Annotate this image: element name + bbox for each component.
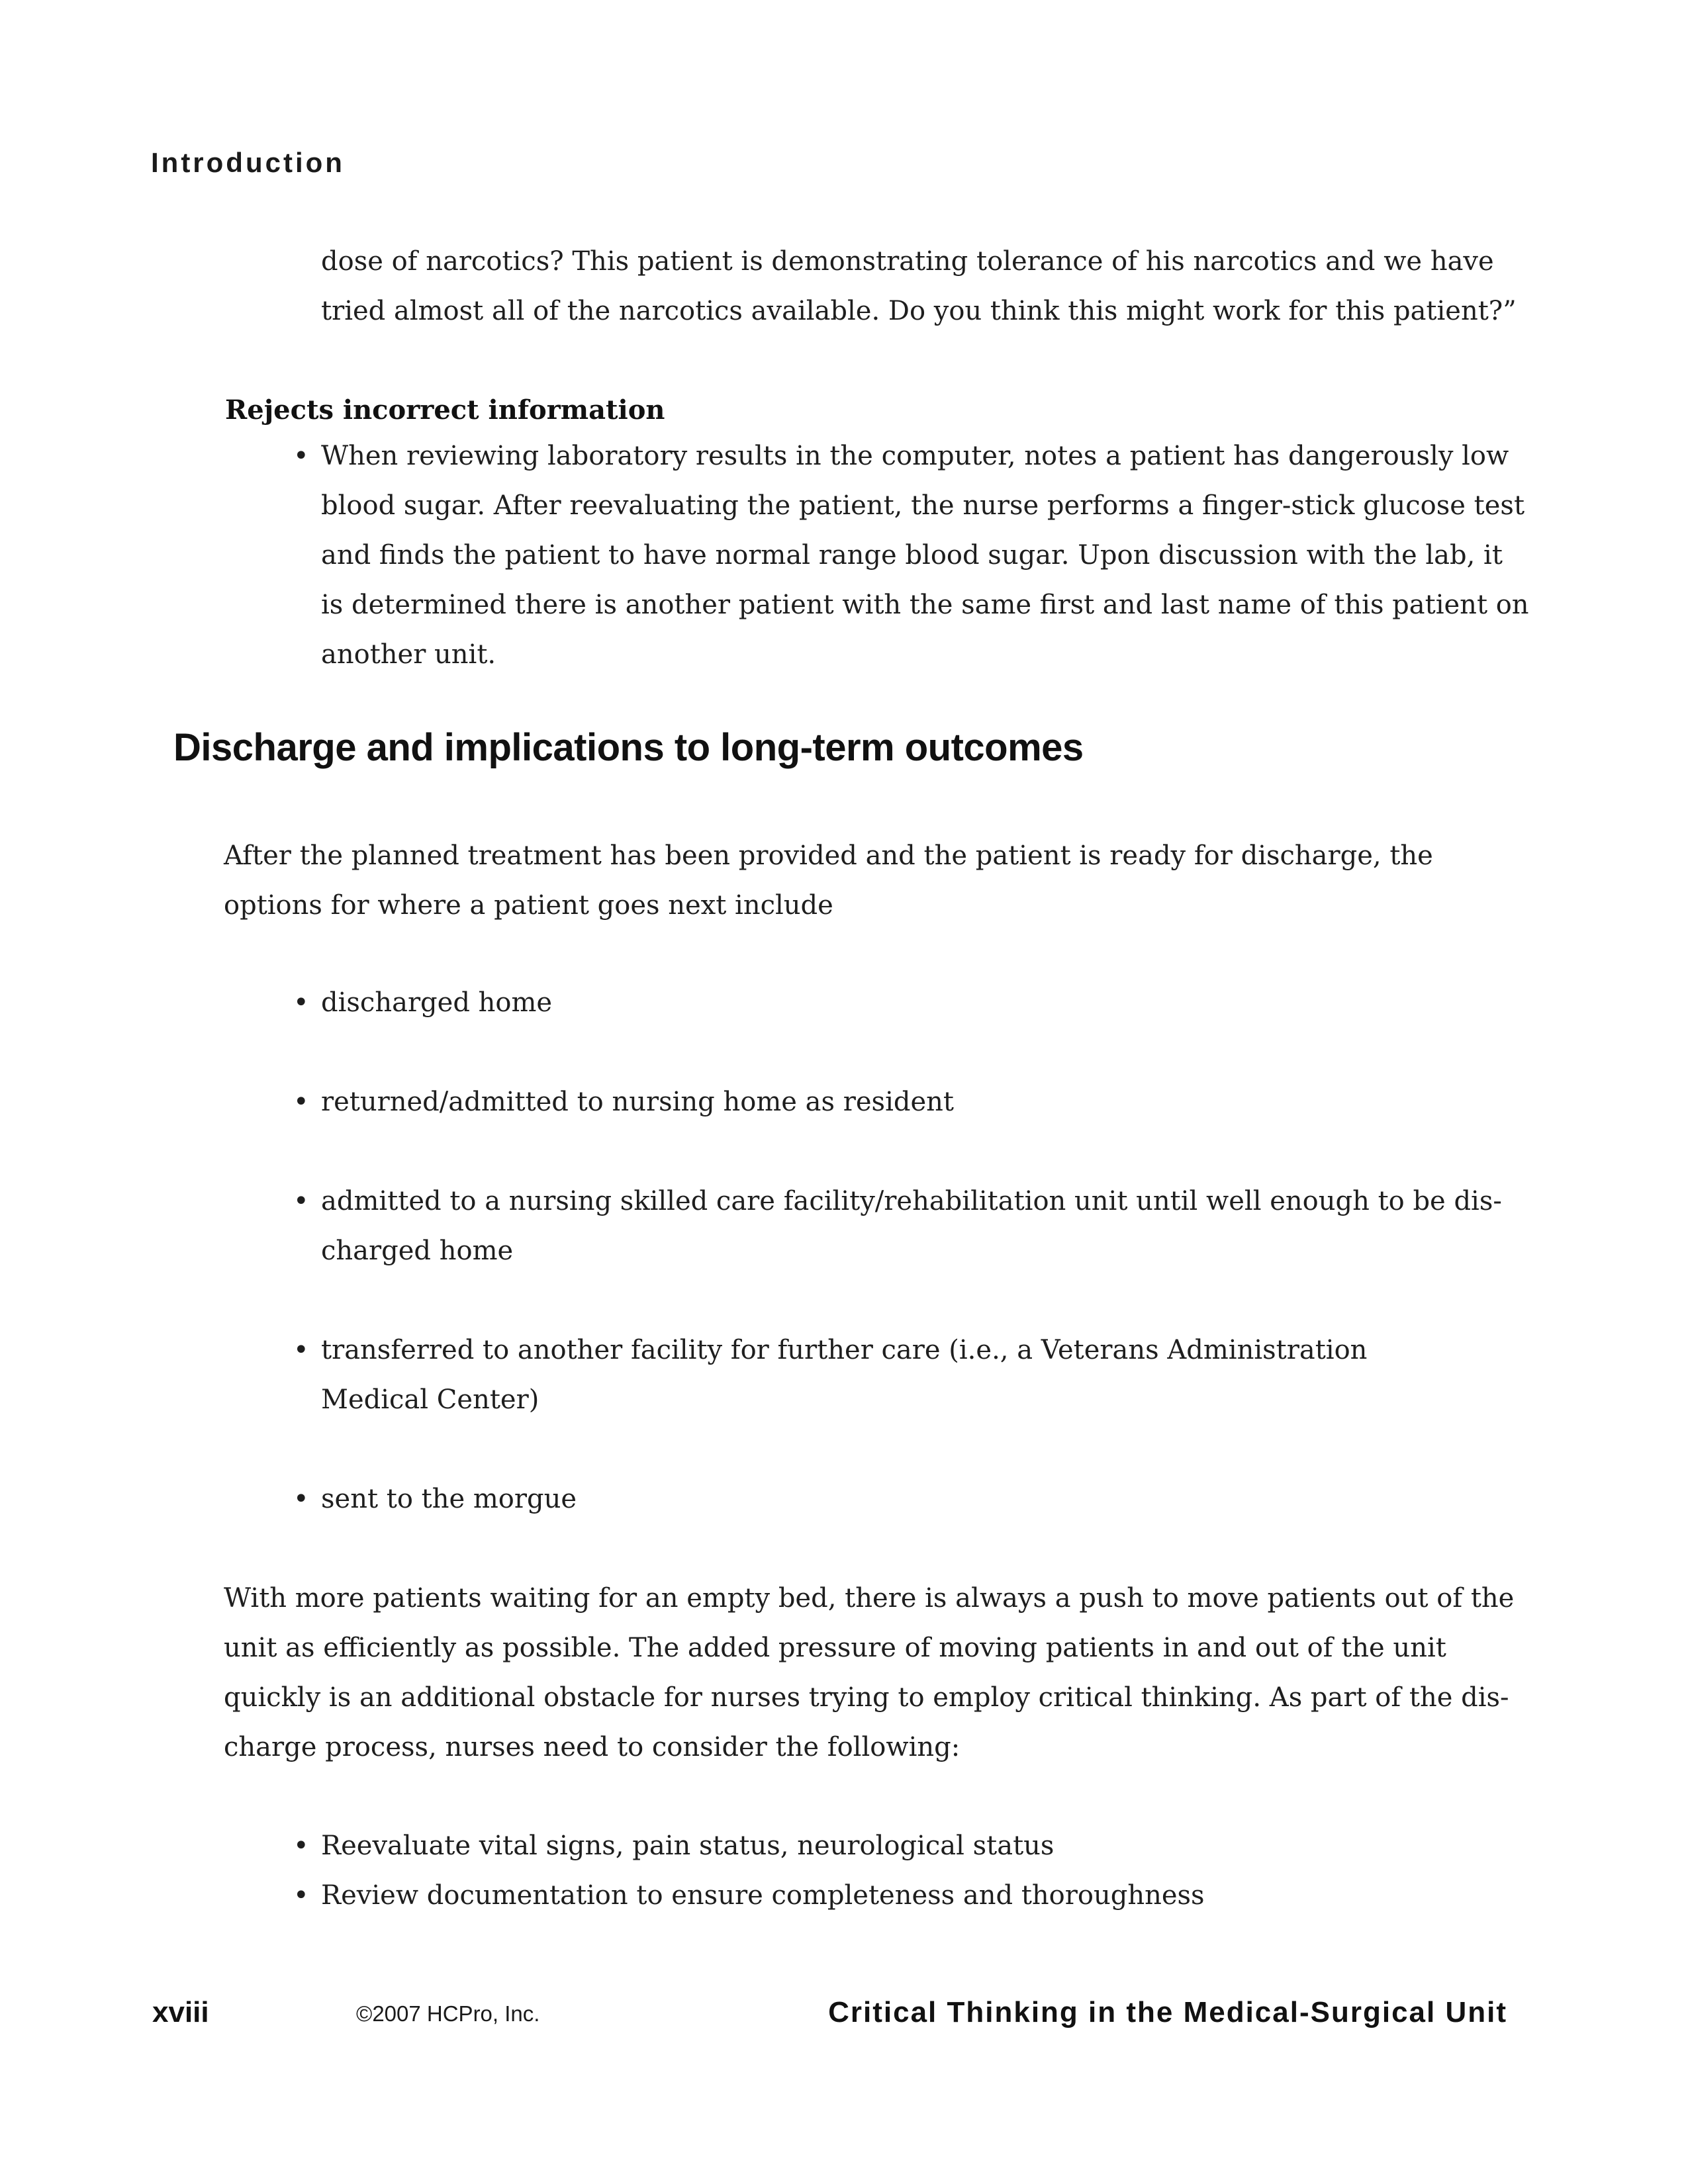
bullet-icon: • — [293, 987, 309, 1018]
list-item — [293, 1077, 954, 1127]
bullet-icon: • — [293, 1335, 309, 1365]
copyright: ©2007 HCPro, Inc. — [356, 2001, 540, 2026]
text-line: dose of narcotics? This patient is demonstrating tolerance of his narcotics and we have — [321, 246, 1494, 277]
body-paragraph — [224, 1574, 1514, 1772]
book-title: Critical Thinking in the Medical-Surgical Unit — [828, 1996, 1507, 2028]
text-line: Medical Center) — [321, 1385, 539, 1415]
list-item — [293, 1475, 577, 1524]
text-line: charged home — [321, 1236, 514, 1266]
text-line: sent to the morgue — [321, 1484, 577, 1514]
text-line: another unit. — [321, 639, 496, 670]
bullet-icon: • — [293, 1484, 309, 1514]
text-line: With more patients waiting for an empty bed, there is always a push to move patients out of the — [224, 1583, 1515, 1614]
text-line: discharged home — [321, 987, 553, 1018]
bullet-icon: • — [293, 1880, 309, 1911]
section-title: Discharge and implications to long-term outcomes — [173, 726, 1084, 769]
bullet-icon: • — [293, 1831, 309, 1861]
bullet-icon: • — [293, 1087, 309, 1117]
text-line: charge process, nurses need to consider the following: — [224, 1732, 961, 1762]
text-line: options for where a patient goes next include — [224, 890, 833, 921]
list-item — [293, 1871, 1205, 1921]
text-line: transferred to another facility for further care (i.e., a Veterans Administration — [321, 1335, 1368, 1365]
text-line: Reevaluate vital signs, pain status, neurological status — [321, 1831, 1055, 1861]
bullet-icon: • — [293, 441, 309, 471]
text-line: tried almost all of the narcotics available. Do you think this might work for this patient?” — [321, 296, 1517, 326]
text-line: is determined there is another patient with the same first and last name of this patient on — [321, 590, 1529, 620]
text-line: returned/admitted to nursing home as resident — [321, 1087, 954, 1117]
text-line: After the planned treatment has been provided and the patient is ready for discharge, the — [224, 841, 1433, 871]
text-line: quickly is an additional obstacle for nurses trying to employ critical thinking. As part of the dis- — [224, 1682, 1509, 1713]
text-line: Review documentation to ensure completeness and thoroughness — [321, 1880, 1205, 1911]
text-line: blood sugar. After reevaluating the patient, the nurse performs a finger-stick glucose test — [321, 490, 1525, 521]
text-line: admitted to a nursing skilled care facility/rehabilitation unit until well enough to be dis- — [321, 1186, 1502, 1216]
list-item — [293, 1177, 1502, 1276]
list-item — [293, 1326, 1368, 1425]
intro-paragraph — [224, 831, 1433, 931]
continuation-paragraph — [321, 237, 1517, 336]
list-item — [293, 432, 1529, 680]
text-line: unit as efficiently as possible. The added pressure of moving patients in and out of the unit — [224, 1633, 1446, 1663]
bullet-icon: • — [293, 1186, 309, 1216]
page-number: xviii — [152, 1996, 209, 2028]
list-item — [293, 978, 553, 1028]
list-item — [293, 1821, 1055, 1871]
subheading-rejects: Rejects incorrect information — [225, 394, 665, 426]
running-head: Introduction — [151, 147, 345, 178]
text-line: and finds the patient to have normal range blood sugar. Upon discussion with the lab, it — [321, 540, 1503, 570]
text-line: When reviewing laboratory results in the computer, notes a patient has dangerously low — [321, 441, 1509, 471]
